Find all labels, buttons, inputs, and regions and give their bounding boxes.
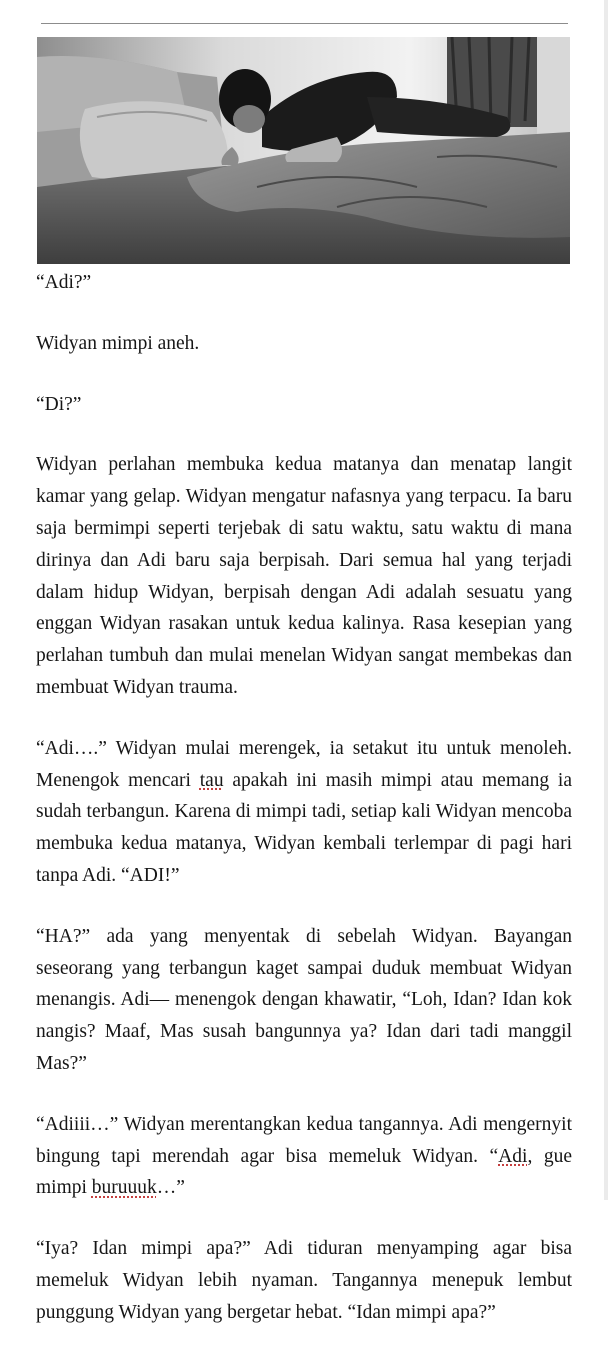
paragraph-1: “Adi?” [36, 272, 92, 293]
paragraph-7-part-a: “Adiiii…” Widyan merentangkan kedua tangannya. Adi mengernyit bingung tapi merendah agar bisa memeluk Widyan. “ [36, 1113, 572, 1167]
spellcheck-word-tau: tau [199, 769, 224, 791]
paragraph-5-part-c: apakah ini masih mimpi atau memang ia sudah terbangun. Karena di mimpi tadi, setiap kali Widyan mencoba membuka kedua matanya, Widyan kembali terlempar di pagi hari tanpa Adi. “ADI!” [36, 769, 572, 886]
paragraph-5 [36, 733, 572, 892]
top-divider [41, 23, 568, 24]
paragraph-7-part-e: …” [156, 1177, 185, 1199]
photo-icon [37, 37, 570, 264]
paragraph-5-part-a: “Adi….” Widyan mulai merengek, ia setakut itu untuk menoleh. Menengok mencari [36, 737, 572, 791]
paragraph-8: “Iya? Idan mimpi apa?” Adi tiduran menyamping agar bisa memeluk Widyan lebih nyaman. Tangannya menepuk lembut punggung Widyan yang bergetar hebat. “Idan mimpi apa?” [36, 1238, 572, 1323]
paragraph-2: Widyan mimpi aneh. [36, 332, 200, 354]
story-text [36, 267, 572, 1358]
paragraph-6: “HA?” ada yang menyentak di sebelah Widyan. Bayangan seseorang yang terbangun kaget sampai duduk membuat Widyan menangis. Adi— menengok dengan khawatir, “Loh, Idan? Idan kok nangis? Maaf, Mas susah bangunnya ya? Idan dari tadi manggil Mas?” [36, 925, 572, 1074]
story-photo [37, 37, 570, 264]
paragraph-4: Widyan perlahan membuka kedua matanya dan menatap langit kamar yang gelap. Widyan mengatur nafasnya yang terpacu. Ia baru saja bermimpi seperti terjebak di satu waktu, satu waktu di mana dirinya dan Adi baru saja berpisah. Dari semua hal yang terjadi dalam hidup Widyan, berpisah dengan Adi adalah sesuatu yang enggan Widyan rasakan untuk kedua kalinya. Rasa kesepian yang perlahan tumbuh dan mulai menelan Widyan sangat membekas dan membuat Widyan trauma. [36, 454, 572, 698]
spellcheck-word-adi: Adi [498, 1145, 528, 1167]
paragraph-7 [36, 1109, 572, 1204]
paragraph-3: “Di?” [36, 393, 82, 415]
page-edge [604, 0, 608, 1200]
paragraph-7-part-c: , gue mimpi [36, 1145, 572, 1199]
spellcheck-word-buruuuk: buruuuk [91, 1177, 157, 1199]
